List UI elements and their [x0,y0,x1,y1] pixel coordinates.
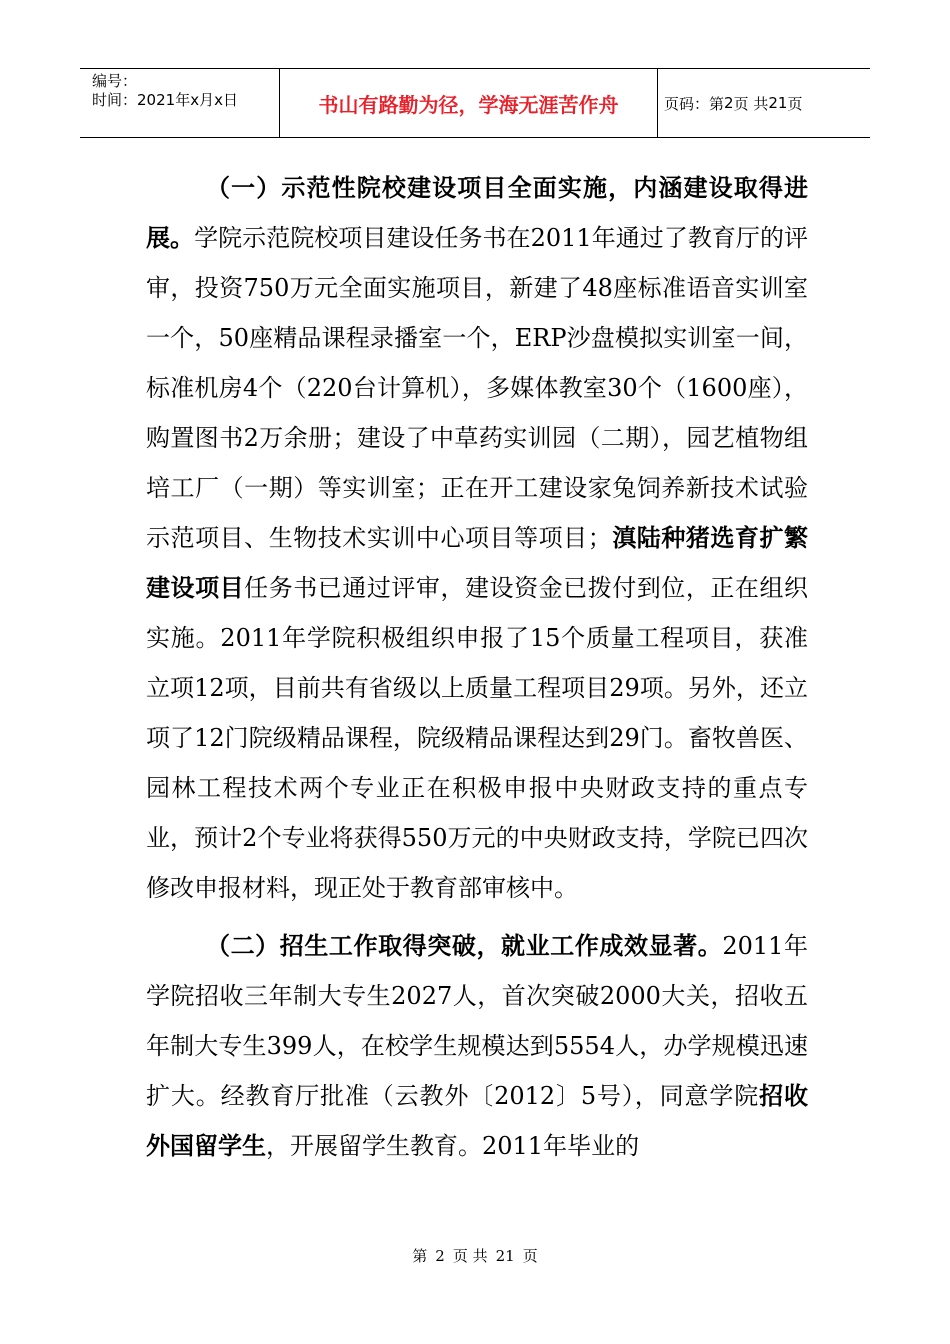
footer-total: 21 [495,1247,515,1265]
header-page-info [658,69,870,137]
page-mid: 页 共 [733,94,769,113]
footer-suffix: 页 [522,1247,538,1265]
page-label: 页码： [664,94,710,113]
page-suffix: 页 [787,94,803,113]
header-motto: 书山有路勤为径，学海无涯苦作舟 [280,69,658,137]
paragraph-2-heading: （二）招生工作取得突破，就业工作成效显著。 [206,932,723,960]
serial-label: 编号： [92,72,138,90]
paragraph-1-heading: （一）示范性院校建设项目全面实施，内涵建设取得进展。 [146,174,808,252]
paragraph-2-text-a: 2011年学院招收三年制大专生2027人，首次突破2000大关，招收五年制大专生399人，在校学生规模达到5554人，办学规模迅速扩大。经教育厅批准（云教外〔2012〕5号），同意学院 [146,932,809,1110]
page-prefix: 第 [709,94,725,113]
footer-prefix: 第 [412,1247,428,1265]
page-header [80,68,870,138]
paragraph-1-bold-project: 滇陆种猪选育扩繁建设项目 [146,524,809,602]
footer-mid: 页 共 [452,1247,488,1265]
page-footer [0,1245,950,1266]
time-label: 时间： [92,91,138,109]
page-num: 2 [724,94,734,112]
document-body [146,163,808,1171]
paragraph-2 [146,921,808,1171]
paragraph-1 [146,163,808,913]
footer-page-num: 2 [435,1247,445,1265]
paragraph-2-bold-foreign-students: 招收外国留学生 [146,1082,808,1160]
time-value: 2021年x月x日 [137,91,238,109]
page-total: 21 [768,94,788,112]
paragraph-2-text-b: ，开展留学生教育。2011年毕业的 [266,1132,640,1160]
time-line [92,91,279,110]
header-meta-cell [80,69,280,137]
paragraph-1-text-b: 任务书已通过评审，建设资金已拨付到位，正在组织实施。2011年学院积极组织申报了15个质量工程项目，获准立项12项，目前共有省级以上质量工程项目29项。另外，还立项了12门院级精品课程，院级精品课程达到29门。畜牧兽医、园林工程技术两个专业正在积极申报中央财政支持的重点专业，预计2个专业将获得550万元的中央财政支持，学院已四次修改申报材料，现正处于教育部审核中。 [146,574,809,902]
paragraph-1-text-a: 学院示范院校项目建设任务书在2011年通过了教育厅的评审，投资750万元全面实施项目，新建了48座标准语音实训室一个，50座精品课程录播室一个，ERP沙盘模拟实训室一间，标准机房4个（220台计算机），多媒体教室30个（1600座），购置图书2万余册；建设了中草药实训园（二期），园艺植物组培工厂（一期）等实训室；正在开工建设家兔饲养新技术试验示范项目、生物技术实训中心项目等项目； [146,224,809,552]
